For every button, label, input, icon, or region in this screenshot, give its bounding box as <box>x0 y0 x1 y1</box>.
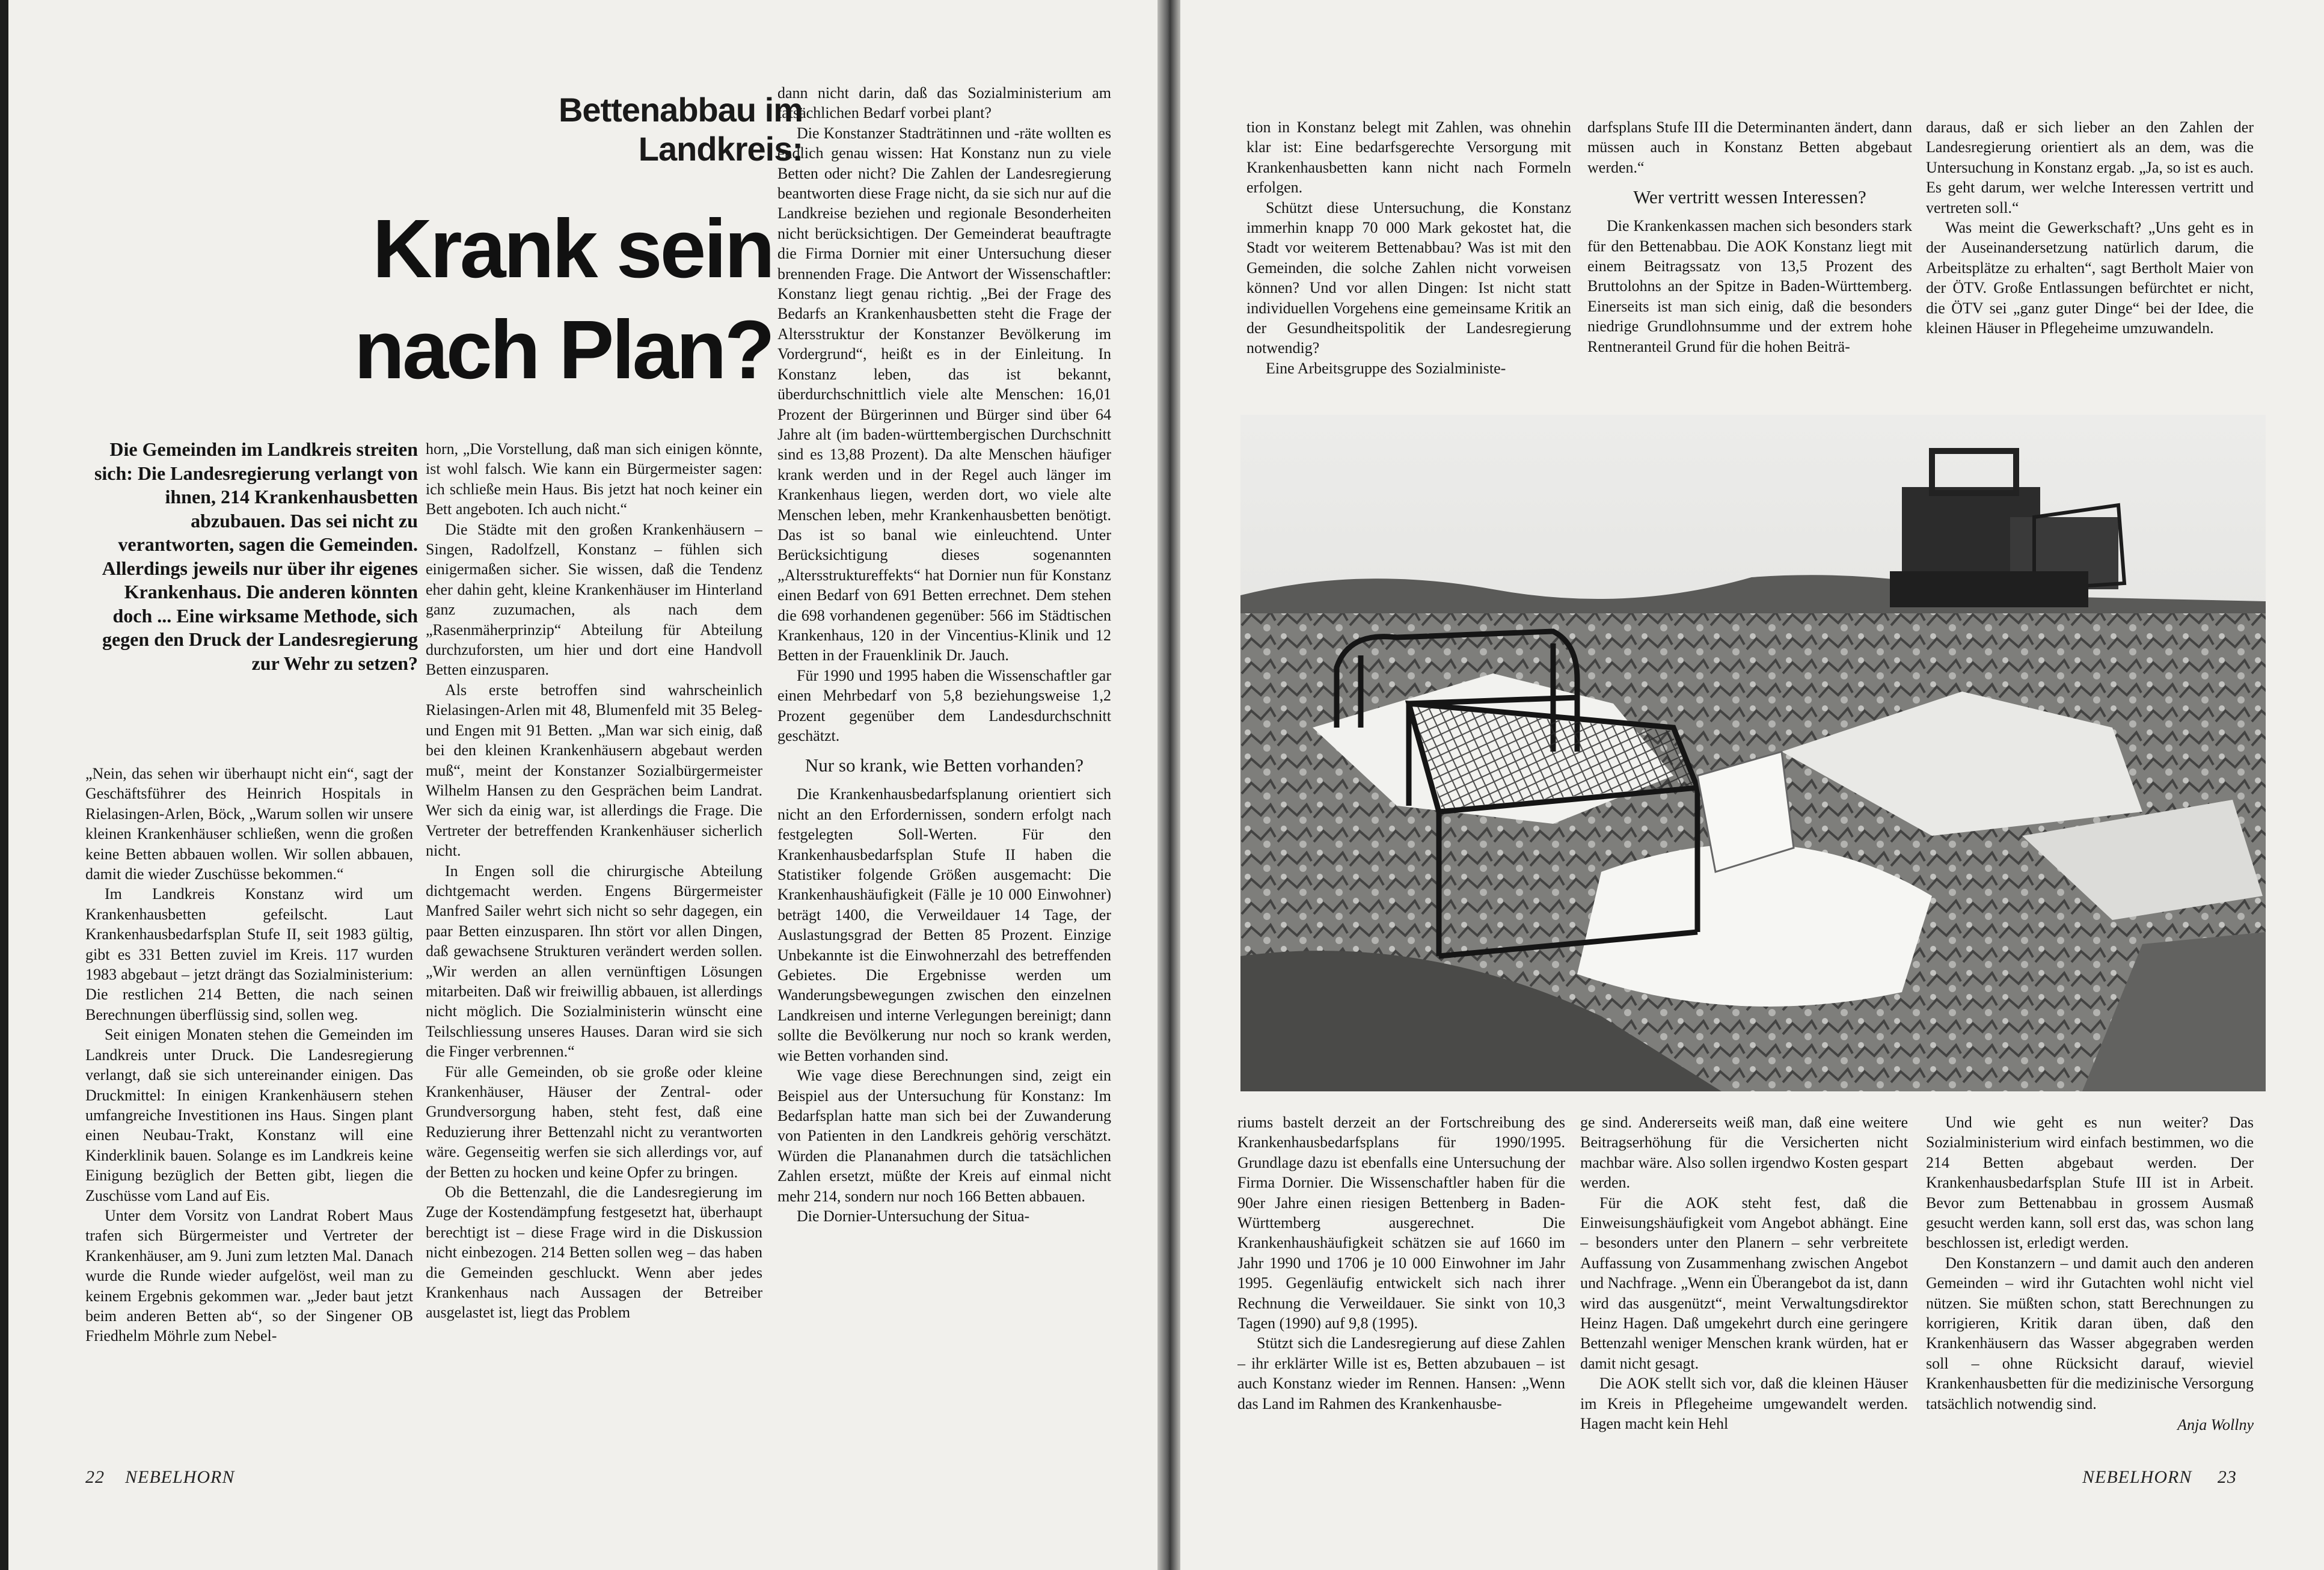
right-footer <box>2082 1467 2237 1488</box>
paragraph: Für alle Gemeinden, ob sie große oder kleine Krankenhäuser, Häuser der Zentral- oder Grundversorgung haben, steht fest, daß eine Reduzierung ihrer Bettenzahl nicht zu verantworten wäre. Gegenseitig werfen sie sich allerdings vor, auf der Betten zu hocken und keine Opfer zu bringen. <box>426 1063 762 1181</box>
right-bottom-column-1 <box>1237 1112 1565 1467</box>
paragraph: riums bastelt derzeit an der Fortschreibung des Krankenhausbedarfsplans für 1990/1995. Grundlage dazu ist ebenfalls eine Untersuchung der Firma Dornier. Die Wissenschaftler haben für die 90er Jahre einen riesigen Bettenberg in Baden-Württemberg ausgerechnet. Die Krankenhaushäufigkeit schätzen sie auf 1660 im Jahr 1990 und 1706 je 10 000 Einwohner im Jahr 1995. Gegenläufig entwickelt sich nach ihrer Rechnung die Verweildauer. Sie sinkt von 10,3 Tagen (1990) auf 9,8 (1995). <box>1237 1114 1565 1332</box>
article-kicker: Bettenabbau im Landkreis: <box>558 91 803 168</box>
paragraph: Die Dornier-Untersuchung der Situa- <box>797 1207 1030 1225</box>
photo-landfill-bed-icon <box>1240 415 2266 1091</box>
paragraph: Eine Arbeitsgruppe des Sozialministe- <box>1266 359 1506 377</box>
paragraph: Im Landkreis Konstanz wird um Krankenhausbetten gefeilscht. Laut Krankenhausbedarfsplan Stufe II, seit 1983 gültig, gibt es 331 Betten zuviel im Kreis. 117 wurden 1983 abgebaut – jetzt drängt das Sozialministerium: Die restlichen 214 Betten, die nach seinen Berechnungen überflüssig sind, sollen weg. <box>85 885 413 1023</box>
magazine-name: NEBELHORN <box>125 1467 235 1487</box>
section-subhead: Nur so krank, wie Betten vorhanden? <box>805 755 1084 776</box>
right-column-3 <box>1926 117 2254 394</box>
paragraph: daraus, daß er sich lieber an den Zahlen der Landesregierung orientiert als an dem, was die Untersuchung in Konstanz ergab. „Ja, so ist es auch. Es geht darum, wer welche Interessen vertritt und vertreten soll.“ <box>1926 118 2254 216</box>
page-number: 22 <box>85 1467 105 1487</box>
paragraph: „Nein, das sehen wir überhaupt nicht ein“, sagt der Geschäftsführer des Heinrich Hospitals in Rielasingen-Arlen, Böck, „Warum sollen wir unsere kleinen Krankenhäuser schließen, wenn die großen keine Betten abbauen wollen. Wir sollen abbauen, damit die wieder Zuschüsse bekommen.“ <box>85 765 413 883</box>
paragraph: Ob die Bettenzahl, die die Landesregierung im Zuge der Kostendämpfung festgesetzt hat, überhaupt berechtigt ist – diese Frage wird in die Diskussion nicht einbezogen. 214 Betten sollen weg – das haben die Gemeinden geschluckt. Wenn aber jedes Krankenhaus nach Aussagen der Betreiber ausgelastet ist, liegt das Problem <box>426 1183 762 1322</box>
paragraph: darfsplans Stufe III die Determinanten ändert, dann müssen auch in Konstanz Betten abgebaut werden.“ <box>1587 118 1912 176</box>
paragraph: In Engen soll die chirurgische Abteilung dichtgemacht werden. Engens Bürgermeister Manfred Sailer wehrt sich nicht so sehr dagegen, ein paar Betten einzusparen. Ihn stört vor allen Dingen, daß gewachsene Strukturen verändert werden sollen. „Wir werden an allen vernünftigen Lösungen mitarbeiten. Daß wir freiwillig abbauen, ist allerdings nicht möglich. Die Sozialministerin wünscht eine Teilschliessung unseres Hauses. Daran wird sie sich die Finger verbrennen.“ <box>426 862 762 1061</box>
paragraph: Wie vage diese Berechnungen sind, zeigt ein Beispiel aus der Untersuchung für Konstanz: Im Bedarfsplan hatte man sich bei der Zuwanderung von Patienten in den Landkreis gehörig verschätzt. Würden die Plananahmen durch die tatsächlichen Zahlen ersetzt, müßte der Kreis auf einmal nicht mehr 214, sondern nur noch 166 Betten abbauen. <box>777 1067 1111 1205</box>
section-subhead: Wer vertritt wessen Interessen? <box>1633 186 1866 208</box>
article-headline <box>337 198 773 400</box>
paragraph: Die AOK stellt sich vor, daß die kleinen Häuser im Kreis in Pflegeheime umgewandelt werden. Hagen macht kein Hehl <box>1580 1375 1908 1433</box>
paragraph: Den Konstanzern – und damit auch den anderen Gemeinden – wird ihr Gutachten wohl nicht viel nützen. Sie müßten schon, statt Berechnungen zu korrigieren, Kritik daran üben, daß den Krankenhäusern das Wasser abgegraben werden soll – ohne Rücksicht darauf, wieviel Krankenhausbetten für die medizinische Versorgung tatsächlich notwendig sind. <box>1926 1254 2254 1412</box>
paragraph: dann nicht darin, daß das Sozialministerium am tatsächlichen Bedarf vorbei plant? <box>777 84 1111 122</box>
right-column-1 <box>1246 117 1571 394</box>
paragraph: tion in Konstanz belegt mit Zahlen, was ohnehin klar ist: Eine bedarfsgerechte Versorgung mit Krankenhausbetten kann nicht nach Formeln erfolgen. <box>1246 118 1571 197</box>
paragraph: Für 1990 und 1995 haben die Wissenschaftler gar einen Mehrbedarf von 5,8 beziehungsweise 1,2 Prozent gegenüber dem Landesdurchschnitt geschätzt. <box>777 666 1111 744</box>
left-column-2 <box>426 439 762 1461</box>
paragraph: Als erste betroffen sind wahrscheinlich Rielasingen-Arlen mit 48, Blumenfeld mit 35 Beleg- und Engen mit 91 Betten. „Man war sich einig, daß bei den kleinen Krankenhäusern abgebaut werden muß“, meint der Konstanzer Sozialbürgermeister Wilhelm Hansen zu den Gesprächen beim Landrat. Wer sich da einig war, ist allerdings die Frage. Die Vertreter der betreffenden Krankenhäuser sicherlich nicht. <box>426 681 762 860</box>
paragraph: Die Krankenhausbedarfsplanung orientiert sich nicht an den Erfordernissen, sondern erfolgt nach festgelegten Soll-Werten. Für den Krankenhausbedarfsplan Stufe II haben die Statistiker folgende Größen ausgemacht: Die Krankenhaushäufigkeit (Fälle je 10 000 Einwohner) beträgt 1400, die Verweildauer 14 Tage, der Auslastungsgrad der Betten 85 Prozent. Einzige Unbekannte ist die Einwohnerzahl des betreffenden Gebietes. Die Ergebnisse werden um Wanderungsbewegungen zwischen den einzelnen Landkreisen und interne Verlegungen bereinigt; dann sollte die Bevölkerung nur noch so krank werden, wie Betten vorhanden sind. <box>777 785 1111 1064</box>
headline-line-1: Krank sein <box>372 203 773 295</box>
paragraph: Stützt sich die Landesregierung auf diese Zahlen – ihr erklärter Wille ist es, Betten abzubauen – ist auch Konstanz wieder im Rennen. Hansen: „Wenn das Land im Rahmen des Krankenhausbe- <box>1237 1334 1565 1412</box>
paragraph: Die Krankenkassen machen sich besonders stark für den Bettenabbau. Die AOK Konstanz liegt mit einem Beitragssatz von 13,5 Prozent des Bruttolohns an der Spitze in Baden-Württemberg. Einerseits ist man sich einig, daß die besonders niedrige Grundlohnsumme und der extrem hohe Rentneranteil Grund für die hohen Beiträ- <box>1587 217 1912 355</box>
book-gutter <box>1157 0 1180 1570</box>
paragraph: Für die AOK steht fest, daß die Einweisungshäufigkeit vom Angebot abhängt. Eine – besonders unter den Planern – sehr verbreitete Auffassung von Zusammenhang zwischen Angebot und Nachfrage. „Wenn ein Überangebot da ist, dann wird das ausgenützt“, meint Verwaltungsdirektor Heinz Hagen. Daß umgekehrt durch eine geringere Bettenzahl weniger Menschen krank würden, hat er damit nicht gesagt. <box>1580 1194 1908 1372</box>
author-signature: Anja Wollny <box>2177 1416 2254 1434</box>
left-page <box>0 0 1157 1570</box>
right-bottom-column-3 <box>1926 1112 2254 1467</box>
paragraph: horn, „Die Vorstellung, daß man sich einigen könnte, ist wohl falsch. Wie kann ein Bürgermeister sagen: ich schließe mein Haus. Bis jetzt hat noch keiner ein Bett angeboten. Ich auch nicht.“ <box>426 440 762 518</box>
paragraph: Seit einigen Monaten stehen die Gemeinden im Landkreis unter Druck. Die Landesregierung verlangt, daß sie sich untereinander einigen. Das Druckmittel: In einigen Krankenhäusern stehen umfangreiche Investitionen ins Haus. Singen plant einen Neubau-Trakt, Konstanz will eine Kinderklinik bauen. Solange es im Landkreis keine Einigung bezüglich der Betten gibt, liegen die Zuschüsse vom Land auf Eis. <box>85 1026 413 1204</box>
left-footer <box>85 1467 235 1488</box>
page-number: 23 <box>2217 1467 2237 1487</box>
right-column-2 <box>1587 117 1912 394</box>
scan-left-edge <box>0 0 8 1570</box>
right-bottom-column-2 <box>1580 1112 1908 1467</box>
left-column-1 <box>85 764 413 1461</box>
paragraph: ge sind. Andererseits weiß man, daß eine weitere Beitragserhöhung für die Versicherten nicht machbar wäre. Also sollen irgendwo Kosten gespart werden. <box>1580 1114 1908 1192</box>
paragraph: Was meint die Gewerkschaft? „Uns geht es in der Auseinandersetzung natürlich darum, die Arbeitsplätze zu erhalten“, sagt Bertholt Maier von der ÖTV. Große Entlassungen befürchtet er nicht, die ÖTV sei „ganz guter Dinge“ bei der Idee, die kleinen Häuser in Pflegeheime umzuwandeln. <box>1926 219 2254 337</box>
left-column-3 <box>777 83 1111 1460</box>
paragraph: Und wie geht es nun weiter? Das Sozialministerium wird einfach bestimmen, wo die 214 Betten abgebaut werden. Der Krankenhausbedarfsplan Stufe III ist in Arbeit. Bevor zum Bettenabbau in grossem Ausmaß gesucht werden kann, soll erst das, was schon lang beschlossen ist, erledigt werden. <box>1926 1114 2254 1252</box>
paragraph: Schützt diese Untersuchung, die Konstanz immerhin knapp 70 000 Mark gekostet hat, die Stadt vor weiterem Bettenabbau? Was ist mit den Gemeinden, die solche Zahlen nicht vorweisen können? Und vor allen Dingen: Ist nicht statt individuellen Vorgehens eine gemeinsame Kritik an der Gesundheitspolitik der Landesregierung notwendig? <box>1246 198 1571 357</box>
paragraph: Die Konstanzer Stadträtinnen und -räte wollten es endlich genau wissen: Hat Konstanz nun zu viele Betten oder nicht? Die Zahlen der Landesregierung beantworten diese Frage nicht, da sie sich nur auf die Landkreise beziehen und regionale Besonderheiten nicht berücksichtigen. Der Gemeinderat beauftragte die Firma Dornier mit einer Untersuchung dieser brennenden Frage. Die Antwort der Wissenschaftler: Konstanz liegt genau richtig. „Bei der Frage des Bedarfs an Krankenhausbetten steht die Frage der Altersstruktur der Konstanzer Bevölkerung im Vordergrund“, heißt es in der Einleitung. In Konstanz leben, das ist bekannt, überdurchschnittlich viele alte Menschen: 16,01 Prozent der Bürgerinnen und Bürger sind über 64 Jahre alt (im baden-württembergischen Durchschnitt sind es 13,88 Prozent). Da alte Menschen häufiger krank werden und in der Regel auch länger im Krankenhaus liegen, werden dort, wo viele alte Menschen leben, mehr Krankenhausbetten benötigt. Das ist so banal wie einleuchtend. Unter Berücksichtigung dieses sogenannten „Altersstrukturеffekts“ hat Dornier nun für Konstanz einen Bedarf von 691 Betten errechnet. Dem stehen die 698 vorhandenen gegenüber: 566 im Städtischen Krankenhaus, 120 in der Vincentius-Klinik und 12 Betten in der Frauenklinik Dr. Jauch. <box>777 124 1111 664</box>
landfill-photo <box>1240 415 2266 1091</box>
paragraph: Die Städte mit den großen Krankenhäusern – Singen, Radolfzell, Konstanz – fühlen sich einigermaßen sicher. Sie wissen, daß die Tendenz eher dahin geht, kleine Krankenhäuser im Hinterland ganz zuzumachen, als nach dem „Rasenmäherprinzip“ Abteilung für Abteilung durchzuforsten, um hier und dort eine Handvoll Betten einzusparen. <box>426 520 762 679</box>
headline-line-2: nach Plan? <box>354 304 773 396</box>
paragraph: Unter dem Vorsitz von Landrat Robert Maus trafen sich Bürgermeister und Vertreter der Krankenhäuser, am 9. Juni zum letzten Mal. Danach wurde die Runde wieder aufgelöst, weil man zu keinem Ergebnis gekommen war. „Jeder baut jetzt beim anderen Betten ab“, so der Singener OB Friedhelm Möhrle zum Nebel- <box>85 1206 413 1345</box>
article-lead: Die Gemeinden im Landkreis streiten sich: Die Landesregierung verlangt von ihnen, 214 Krankenhausbetten abzubauen. Das sei nicht zu verantworten, sagen die Gemeinden. Allerdings jeweils nur über ihr eigenes Krankenhaus. Die anderen könnten doch ... Eine wirksame Methode, sich gegen den Druck der Landesregierung zur Wehr zu setzen? <box>94 438 418 674</box>
magazine-name: NEBELHORN <box>2082 1467 2192 1487</box>
